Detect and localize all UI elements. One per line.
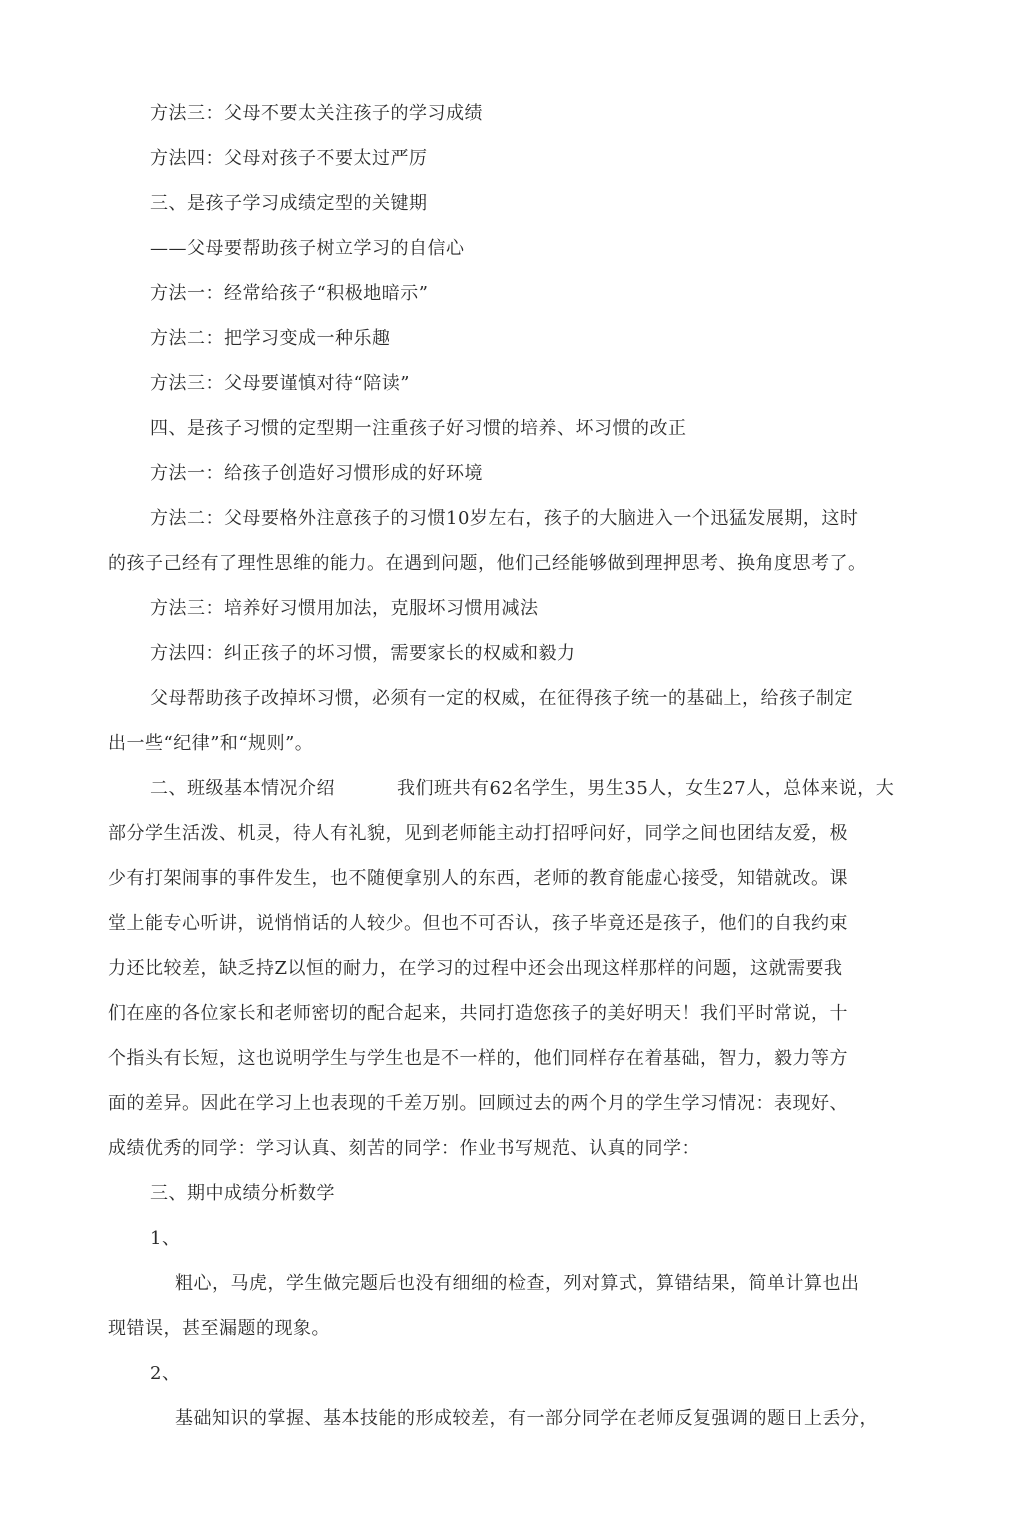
section-heading: 三、是孩子学习成绩定型的关键期 xyxy=(150,193,428,214)
text-line: 出一些“纪律”和“规则”。 xyxy=(108,733,314,754)
text-line: 方法四：父母对孩子不要太过严厉 xyxy=(150,148,428,169)
text-line: 们在座的各位家长和老师密切的配合起来，共同打造您孩子的美好明天！我们平时常说，十 xyxy=(108,1003,848,1024)
text-line: 基础知识的掌握、基本技能的形成较差，有一部分同学在老师反复强调的题日上丢分， xyxy=(175,1408,878,1429)
text-line xyxy=(150,777,894,801)
text-line: 方法二：把学习变成一种乐趣 xyxy=(150,328,391,349)
text-line: 方法三：父母不要太关注孩子的学习成绩 xyxy=(150,103,483,124)
text-line: 部分学生活泼、机灵，待人有礼貌，见到老师能主动打招呼问好，同学之间也团结友爱，极 xyxy=(108,823,848,844)
list-number: 2、 xyxy=(150,1363,181,1384)
paragraph-text: 我们班共有62名学生，男生35人，女生27人，总体来说，大 xyxy=(397,778,895,799)
section-heading: 二、班级基本情况介绍 xyxy=(150,778,335,799)
text-line: 现错误，甚至漏题的现象。 xyxy=(108,1318,330,1339)
text-line: 方法三：培养好习惯用加法，克服坏习惯用减法 xyxy=(150,598,539,619)
section-heading: 四、是孩子习惯的定型期一注重孩子好习惯的培养、坏习惯的改正 xyxy=(150,418,687,439)
text-line: 的孩子己经有了理性思维的能力。在遇到问题，他们己经能够做到理押思考、换角度思考了。 xyxy=(108,553,867,574)
text-line: 方法一：经常给孩子“积极地暗示” xyxy=(150,283,429,304)
text-line: 力还比较差，缺乏持Z以恒的耐力，在学习的过程中还会出现这样那样的问题，这就需要我 xyxy=(108,958,843,979)
text-line: ——父母要帮助孩子树立学习的自信心 xyxy=(150,238,465,259)
list-number: 1、 xyxy=(150,1228,181,1249)
text-line: 面的差异。因此在学习上也表现的千差万别。回顾过去的两个月的学生学习情况：表现好、 xyxy=(108,1093,848,1114)
section-heading: 三、期中成绩分析数学 xyxy=(150,1183,335,1204)
text-line: 方法三：父母要谨慎对待“陪读” xyxy=(150,373,410,394)
text-line: 粗心，马虎，学生做完题后也没有细细的检查，列对算式，算错结果，简单计算也出 xyxy=(175,1273,860,1294)
text-line: 方法四：纠正孩子的坏习惯，需要家长的权威和毅力 xyxy=(150,643,576,664)
text-line: 方法一：给孩子创造好习惯形成的好环境 xyxy=(150,463,483,484)
text-line: 父母帮助孩子改掉坏习惯，必须有一定的权威，在征得孩子统一的基础上，给孩子制定 xyxy=(150,688,853,709)
text-line: 个指头有长短，这也说明学生与学生也是不一样的，他们同样存在着基础，智力，毅力等方 xyxy=(108,1048,848,1069)
text-line: 堂上能专心听讲，说悄悄话的人较少。但也不可否认，孩子毕竟还是孩子，他们的自我约束 xyxy=(108,913,848,934)
text-line: 少有打架闹事的事件发生，也不随便拿别人的东西，老师的教育能虚心接受，知错就改。课 xyxy=(108,868,848,889)
text-line: 方法二：父母要格外注意孩子的习惯10岁左右，孩子的大脑进入一个迅猛发展期，这时 xyxy=(150,508,859,529)
text-line: 成绩优秀的同学：学习认真、刻苦的同学：作业书写规范、认真的同学： xyxy=(108,1138,700,1159)
